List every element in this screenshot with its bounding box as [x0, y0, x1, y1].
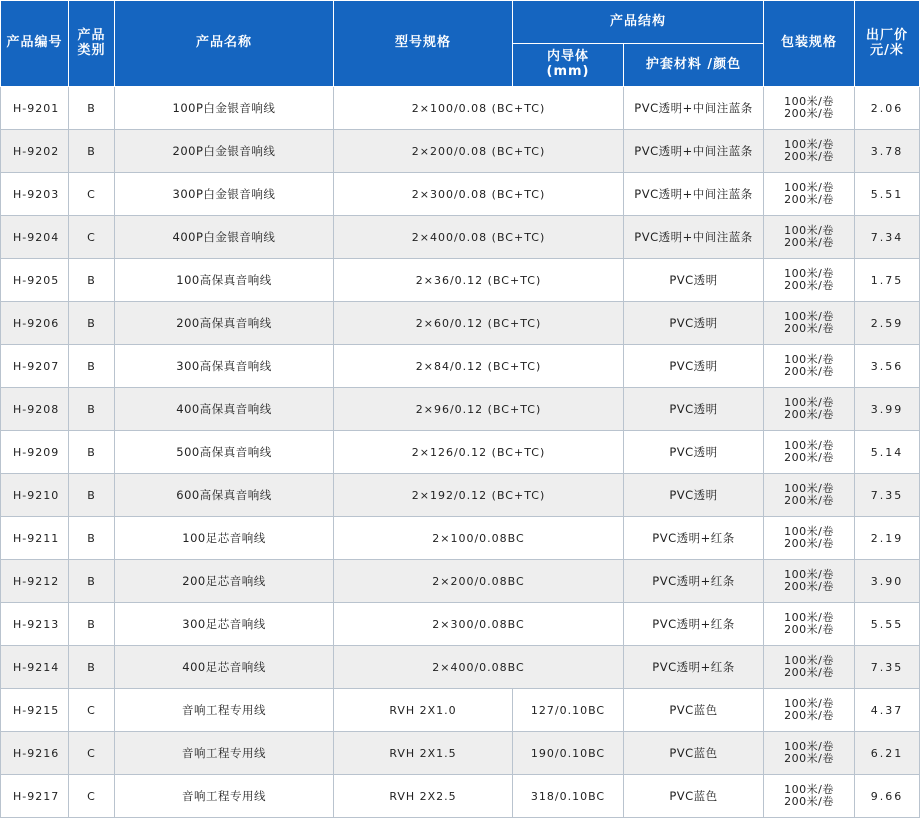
sheath-material-cell: PVC透明 [624, 474, 764, 517]
sheath-material-cell: PVC透明+红条 [624, 603, 764, 646]
category-cell: C [69, 173, 115, 216]
packing-line: 100米/卷 [784, 654, 834, 667]
product-code-cell: H-9211 [1, 517, 69, 560]
packing-line: 100米/卷 [784, 95, 834, 108]
category-cell: B [69, 388, 115, 431]
price-cell: 3.99 [855, 388, 920, 431]
model-spec-cell: 2×192/0.12 (BC+TC) [334, 474, 624, 517]
packing-cell [764, 130, 855, 173]
packing-line: 100米/卷 [784, 138, 834, 151]
model-spec-cell: RVH 2X2.5 [334, 775, 513, 818]
model-spec-cell: 2×84/0.12 (BC+TC) [334, 345, 624, 388]
category-cell: C [69, 689, 115, 732]
packing-line: 200米/卷 [784, 107, 834, 120]
product-code-cell: H-9213 [1, 603, 69, 646]
packing-line: 100米/卷 [784, 568, 834, 581]
packing-line: 100米/卷 [784, 697, 834, 710]
packing-cell [764, 646, 855, 689]
price-cell: 1.75 [855, 259, 920, 302]
header-price-line2: 元/米 [870, 42, 904, 58]
price-cell: 7.34 [855, 216, 920, 259]
packing-line: 200米/卷 [784, 322, 834, 335]
header-product-code: 产品编号 [1, 1, 69, 87]
packing-cell [764, 173, 855, 216]
packing-line: 100米/卷 [784, 439, 834, 452]
model-spec-cell: 2×400/0.08BC [334, 646, 624, 689]
price-cell: 3.56 [855, 345, 920, 388]
table-row [1, 302, 920, 345]
table-row [1, 216, 920, 259]
packing-line: 200米/卷 [784, 494, 834, 507]
table-row [1, 173, 920, 216]
product-code-cell: H-9210 [1, 474, 69, 517]
product-name-cell: 音响工程专用线 [115, 775, 334, 818]
packing-line: 100米/卷 [784, 525, 834, 538]
header-price-line1: 出厂价 [866, 27, 909, 43]
packing-line: 200米/卷 [784, 279, 834, 292]
packing-line: 200米/卷 [784, 580, 834, 593]
product-name-cell: 100高保真音响线 [115, 259, 334, 302]
product-code-cell: H-9215 [1, 689, 69, 732]
table-row [1, 560, 920, 603]
model-spec-cell: 2×200/0.08 (BC+TC) [334, 130, 624, 173]
model-spec-cell: 2×200/0.08BC [334, 560, 624, 603]
product-code-cell: H-9205 [1, 259, 69, 302]
product-code-cell: H-9202 [1, 130, 69, 173]
table-row [1, 517, 920, 560]
product-code-cell: H-9209 [1, 431, 69, 474]
product-code-cell: H-9203 [1, 173, 69, 216]
product-name-cell: 300高保真音响线 [115, 345, 334, 388]
price-cell: 2.19 [855, 517, 920, 560]
table-row [1, 388, 920, 431]
packing-line: 100米/卷 [784, 740, 834, 753]
product-name-cell: 500高保真音响线 [115, 431, 334, 474]
product-code-cell: H-9208 [1, 388, 69, 431]
packing-cell [764, 560, 855, 603]
header-category-line1: 产品 [77, 27, 106, 43]
price-cell: 4.37 [855, 689, 920, 732]
packing-cell [764, 388, 855, 431]
packing-line: 100米/卷 [784, 396, 834, 409]
model-spec-cell: 2×400/0.08 (BC+TC) [334, 216, 624, 259]
table-row [1, 431, 920, 474]
header-price [855, 1, 920, 87]
packing-cell [764, 603, 855, 646]
category-cell: B [69, 603, 115, 646]
packing-cell [764, 474, 855, 517]
model-spec-cell: 2×36/0.12 (BC+TC) [334, 259, 624, 302]
price-cell: 7.35 [855, 646, 920, 689]
table-row [1, 130, 920, 173]
packing-line: 200米/卷 [784, 709, 834, 722]
inner-conductor-cell: 127/0.10BC [513, 689, 624, 732]
packing-line: 100米/卷 [784, 783, 834, 796]
category-cell: B [69, 474, 115, 517]
table-row [1, 87, 920, 130]
price-cell: 5.55 [855, 603, 920, 646]
category-cell: B [69, 302, 115, 345]
packing-line: 100米/卷 [784, 181, 834, 194]
product-name-cell: 100足芯音响线 [115, 517, 334, 560]
sheath-material-cell: PVC透明 [624, 388, 764, 431]
packing-cell [764, 775, 855, 818]
sheath-material-cell: PVC透明+中间注蓝条 [624, 173, 764, 216]
sheath-material-cell: PVC透明+红条 [624, 560, 764, 603]
model-spec-cell: 2×100/0.08BC [334, 517, 624, 560]
product-name-cell: 音响工程专用线 [115, 732, 334, 775]
product-code-cell: H-9207 [1, 345, 69, 388]
model-spec-cell: 2×300/0.08BC [334, 603, 624, 646]
product-name-cell: 音响工程专用线 [115, 689, 334, 732]
price-cell: 5.51 [855, 173, 920, 216]
product-code-cell: H-9206 [1, 302, 69, 345]
price-cell: 3.90 [855, 560, 920, 603]
packing-line: 100米/卷 [784, 353, 834, 366]
sheath-material-cell: PVC透明 [624, 259, 764, 302]
packing-cell [764, 517, 855, 560]
table-row [1, 603, 920, 646]
price-cell: 2.06 [855, 87, 920, 130]
table-row [1, 259, 920, 302]
model-spec-cell: 2×300/0.08 (BC+TC) [334, 173, 624, 216]
packing-cell [764, 732, 855, 775]
model-spec-cell: 2×100/0.08 (BC+TC) [334, 87, 624, 130]
packing-line: 200米/卷 [784, 193, 834, 206]
product-code-cell: H-9217 [1, 775, 69, 818]
sheath-material-cell: PVC透明 [624, 345, 764, 388]
sheath-material-cell: PVC透明+红条 [624, 517, 764, 560]
packing-line: 200米/卷 [784, 666, 834, 679]
product-name-cell: 600高保真音响线 [115, 474, 334, 517]
sheath-material-cell: PVC蓝色 [624, 775, 764, 818]
category-cell: B [69, 560, 115, 603]
packing-cell [764, 345, 855, 388]
table-row [1, 689, 920, 732]
header-conductor-line2: (mm) [546, 64, 590, 79]
header-packing: 包装规格 [764, 1, 855, 87]
packing-line: 200米/卷 [784, 795, 834, 808]
model-spec-cell: RVH 2X1.5 [334, 732, 513, 775]
category-cell: B [69, 259, 115, 302]
header-inner-conductor [513, 44, 624, 87]
inner-conductor-cell: 190/0.10BC [513, 732, 624, 775]
table-row [1, 474, 920, 517]
category-cell: B [69, 646, 115, 689]
packing-line: 100米/卷 [784, 267, 834, 280]
table-row [1, 732, 920, 775]
category-cell: C [69, 732, 115, 775]
header-product-name: 产品名称 [115, 1, 334, 87]
price-cell: 3.78 [855, 130, 920, 173]
product-code-cell: H-9216 [1, 732, 69, 775]
price-cell: 7.35 [855, 474, 920, 517]
packing-line: 100米/卷 [784, 224, 834, 237]
packing-line: 200米/卷 [784, 451, 834, 464]
product-name-cell: 300P白金银音响线 [115, 173, 334, 216]
table-row [1, 646, 920, 689]
model-spec-cell: 2×60/0.12 (BC+TC) [334, 302, 624, 345]
product-name-cell: 400高保真音响线 [115, 388, 334, 431]
price-cell: 9.66 [855, 775, 920, 818]
product-name-cell: 200足芯音响线 [115, 560, 334, 603]
inner-conductor-cell: 318/0.10BC [513, 775, 624, 818]
model-spec-cell: RVH 2X1.0 [334, 689, 513, 732]
sheath-material-cell: PVC透明+中间注蓝条 [624, 87, 764, 130]
sheath-material-cell: PVC透明+中间注蓝条 [624, 130, 764, 173]
product-code-cell: H-9204 [1, 216, 69, 259]
packing-line: 200米/卷 [784, 752, 834, 765]
packing-cell [764, 87, 855, 130]
header-model-spec: 型号规格 [334, 1, 513, 87]
category-cell: B [69, 345, 115, 388]
packing-line: 200米/卷 [784, 537, 834, 550]
table-row [1, 345, 920, 388]
category-cell: B [69, 130, 115, 173]
price-cell: 6.21 [855, 732, 920, 775]
category-cell: C [69, 216, 115, 259]
sheath-material-cell: PVC蓝色 [624, 689, 764, 732]
category-cell: B [69, 431, 115, 474]
product-name-cell: 200高保真音响线 [115, 302, 334, 345]
product-name-cell: 400足芯音响线 [115, 646, 334, 689]
packing-line: 200米/卷 [784, 408, 834, 421]
packing-line: 100米/卷 [784, 310, 834, 323]
table-row [1, 775, 920, 818]
header-category [69, 1, 115, 87]
header-sheath-material: 护套材料 /颜色 [624, 44, 764, 87]
table-body [1, 87, 920, 818]
category-cell: B [69, 87, 115, 130]
product-code-cell: H-9212 [1, 560, 69, 603]
packing-cell [764, 216, 855, 259]
sheath-material-cell: PVC透明+红条 [624, 646, 764, 689]
packing-line: 200米/卷 [784, 365, 834, 378]
product-name-cell: 400P白金银音响线 [115, 216, 334, 259]
product-code-cell: H-9214 [1, 646, 69, 689]
header-category-line2: 类别 [77, 42, 106, 58]
packing-line: 200米/卷 [784, 150, 834, 163]
packing-line: 200米/卷 [784, 236, 834, 249]
model-spec-cell: 2×126/0.12 (BC+TC) [334, 431, 624, 474]
sheath-material-cell: PVC透明 [624, 302, 764, 345]
packing-cell [764, 689, 855, 732]
sheath-material-cell: PVC透明+中间注蓝条 [624, 216, 764, 259]
packing-cell [764, 259, 855, 302]
sheath-material-cell: PVC透明 [624, 431, 764, 474]
category-cell: B [69, 517, 115, 560]
sheath-material-cell: PVC蓝色 [624, 732, 764, 775]
product-code-cell: H-9201 [1, 87, 69, 130]
header-conductor-line1: 内导体 [546, 49, 589, 65]
product-name-cell: 300足芯音响线 [115, 603, 334, 646]
packing-cell [764, 431, 855, 474]
category-cell: C [69, 775, 115, 818]
price-cell: 5.14 [855, 431, 920, 474]
product-name-cell: 100P白金银音响线 [115, 87, 334, 130]
product-name-cell: 200P白金银音响线 [115, 130, 334, 173]
packing-line: 200米/卷 [784, 623, 834, 636]
price-cell: 2.59 [855, 302, 920, 345]
header-product-structure: 产品结构 [513, 1, 764, 44]
packing-cell [764, 302, 855, 345]
model-spec-cell: 2×96/0.12 (BC+TC) [334, 388, 624, 431]
packing-line: 100米/卷 [784, 482, 834, 495]
packing-line: 100米/卷 [784, 611, 834, 624]
